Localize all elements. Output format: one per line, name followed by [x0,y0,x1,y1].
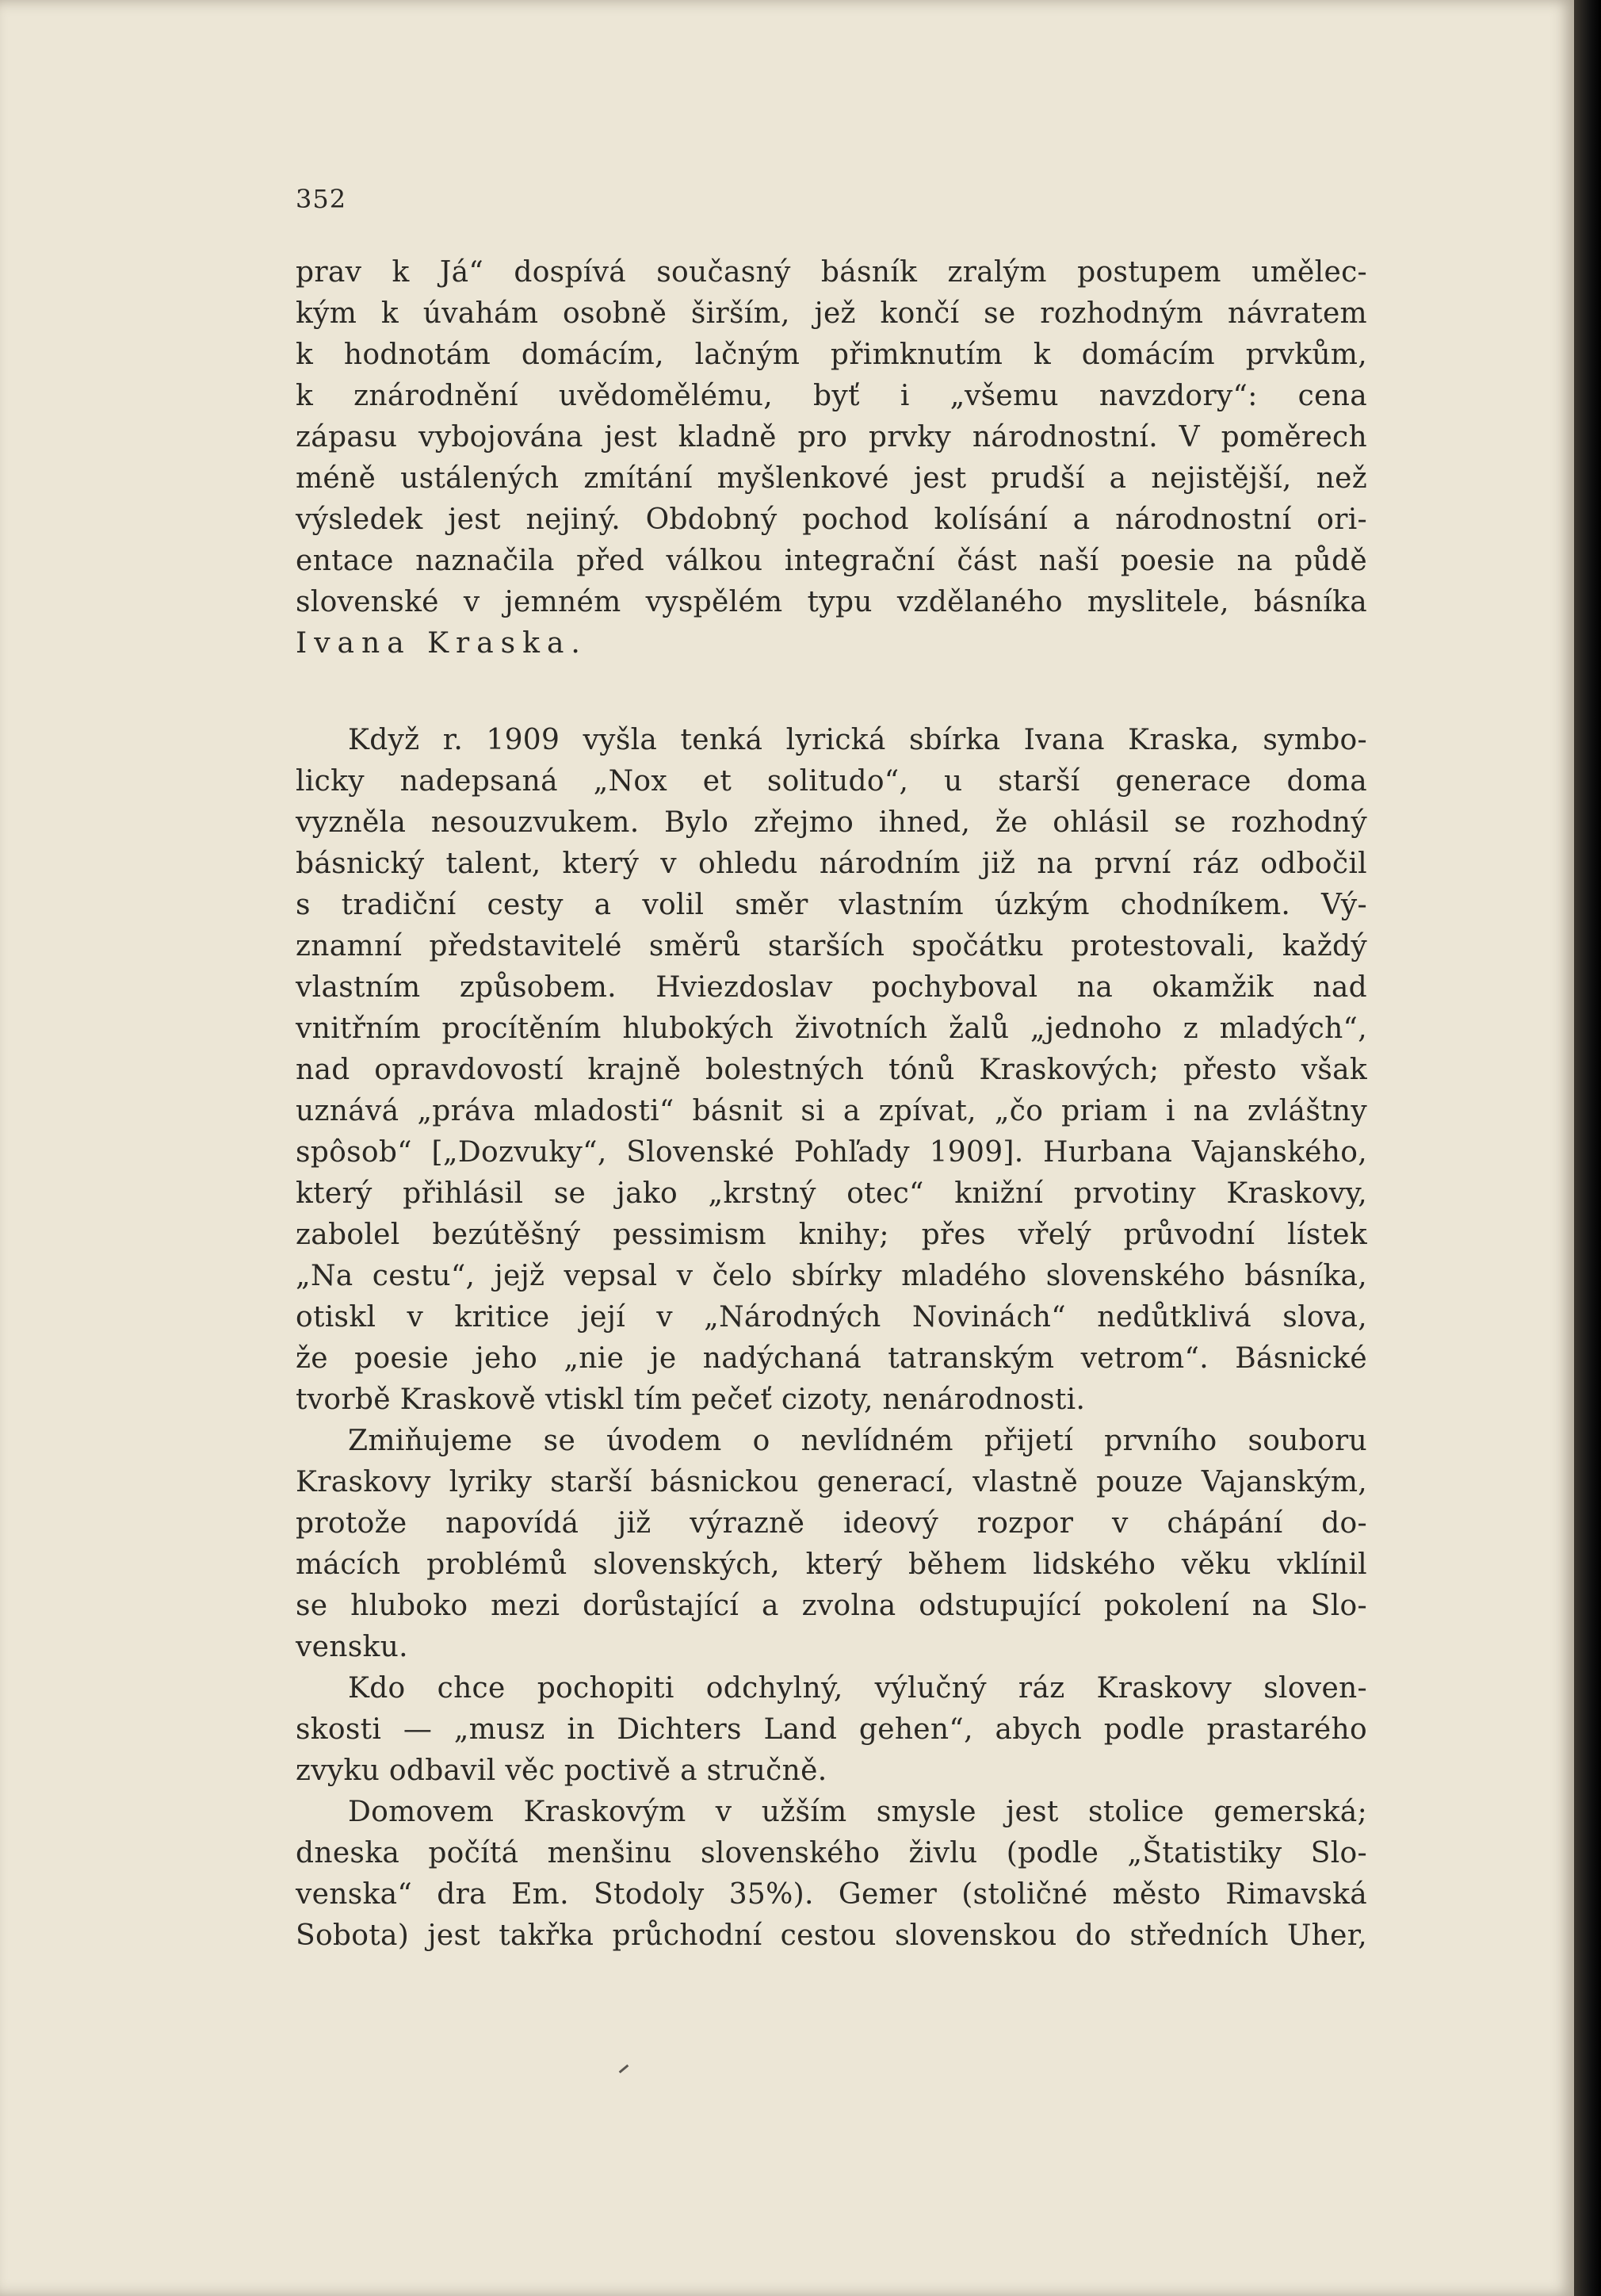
text-line: nad opravdovostí krajně bolestných tónů Kraskových; přesto však [296,1054,1367,1086]
text-line: znamní představitelé směrů starších spočátku protestovali, každý [296,930,1367,962]
text-line: který přihlásil se jako „krstný otec“ knižní prvotiny Kraskovy, [296,1177,1367,1210]
text-line: vyzněla nesouzvukem. Bylo zřejmo ihned, že ohlásil se rozhodný [296,806,1367,839]
book-spine [1574,0,1601,2296]
text-line: Ivana Kraska. [296,627,587,660]
text-line: mácích problémů slovenských, který během lidského věku vklínil [296,1548,1367,1581]
text-line: zvyku odbavil věc poctivě a stručně. [296,1755,827,1787]
text-line: kým k úvahám osobně širším, jež končí se rozhodným návratem [296,297,1367,330]
text-line: vensku. [296,1631,408,1663]
text-line: uznává „práva mladosti“ básnit si a zpívat, „čo priam i na zvláštny [296,1095,1367,1127]
text-line: se hluboko mezi dorůstající a zvolna odstupující pokolení na Slo- [296,1590,1367,1622]
ink-mark [619,2064,629,2073]
text-line: vnitřním procítěním hlubokých životních žalů „jednoho z mladých“, [296,1012,1367,1045]
text-line: k znárodnění uvědomělému, byť i „všemu navzdory“: cena [296,380,1367,412]
text-line: licky nadepsaná „Nox et solitudo“, u starší generace doma [296,765,1367,798]
text-line: že poesie jeho „nie je nadýchaná tatranským vetrom“. Básnické [296,1342,1367,1375]
text-line: otiskl v kritice její v „Národných Novinách“ nedůtklivá slova, [296,1301,1367,1334]
text-line: méně ustálených zmítání myšlenkové jest prudší a nejistější, než [296,462,1367,495]
text-line: zabolel bezútěšný pessimism knihy; přes vřelý průvodní lístek [296,1219,1367,1251]
text-line: dneska počítá menšinu slovenského živlu (podle „Štatistiky Slo- [296,1837,1367,1869]
text-line: „Na cestu“, jejž vepsal v čelo sbírky mladého slovenského básníka, [296,1260,1367,1292]
text-line: venska“ dra Em. Stodoly 35%). Gemer (stoličné město Rimavská [296,1878,1367,1911]
text-line: prav k Já“ dospívá současný básník zralým postupem umělec- [296,256,1367,289]
text-line: s tradiční cesty a volil směr vlastním úzkým chodníkem. Vý- [296,889,1367,921]
text-line: entace naznačila před válkou integrační část naší poesie na půdě [296,545,1367,577]
text-line: Sobota) jest takřka průchodní cestou slovenskou do středních Uher, [296,1919,1367,1952]
paragraph-gap [296,664,1367,720]
page-number: 352 [296,184,347,214]
text-line: spôsob“ [„Dozvuky“, Slovenské Pohľady 1909]. Hurbana Vajanského, [296,1136,1367,1169]
text-line: Zmiňujeme se úvodem o nevlídném přijetí prvního souboru [348,1425,1367,1457]
text-line: Domovem Kraskovým v užším smysle jest stolice gemerská; [348,1796,1367,1828]
text-line: protože napovídá již výrazně ideový rozpor v chápání do- [296,1507,1367,1540]
text-line: Když r. 1909 vyšla tenká lyrická sbírka Ivana Kraska, symbo- [348,724,1367,756]
text-line: slovenské v jemném vyspělém typu vzdělaného myslitele, básníka [296,586,1367,618]
text-line: vlastním způsobem. Hviezdoslav pochyboval na okamžik nad [296,971,1367,1004]
body-text [296,252,1367,1957]
text-line: básnický talent, který v ohledu národním již na první ráz odbočil [296,848,1367,880]
text-line: výsledek jest nejiný. Obdobný pochod kolísání a národnostní ori- [296,503,1367,536]
text-line: Kraskovy lyriky starší básnickou generací, vlastně pouze Vajanským, [296,1466,1367,1498]
text-line: tvorbě Kraskově vtiskl tím pečeť cizoty, nenárodnosti. [296,1383,1086,1416]
text-line: zápasu vybojována jest kladně pro prvky národnostní. V poměrech [296,421,1367,453]
text-line: skosti — „musz in Dichters Land gehen“, abych podle prastarého [296,1713,1367,1746]
text-line: k hodnotám domácím, lačným přimknutím k domácím prvkům, [296,339,1367,371]
text-line: Kdo chce pochopiti odchylný, výlučný ráz Kraskovy sloven- [348,1672,1367,1705]
